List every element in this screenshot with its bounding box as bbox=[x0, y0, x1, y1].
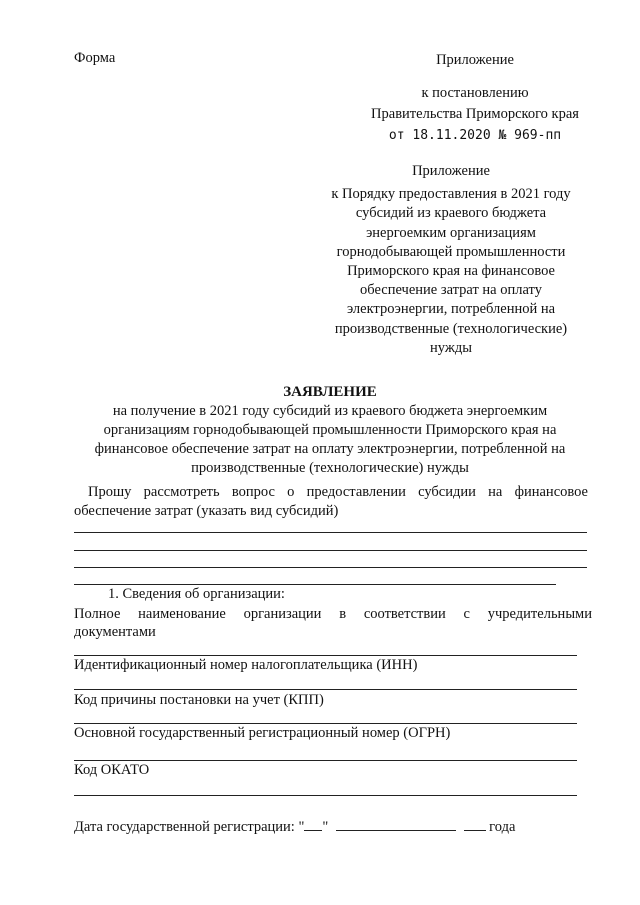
kpp-line[interactable] bbox=[74, 723, 577, 724]
year-label: года bbox=[489, 819, 516, 835]
appendix-title: Приложение bbox=[436, 52, 514, 68]
request-line-1[interactable] bbox=[74, 532, 587, 533]
statement-title: ЗАЯВЛЕНИЕ bbox=[283, 384, 377, 400]
request-line-3[interactable] bbox=[74, 567, 587, 568]
ogrn-label: Основной государственный регистрационный номер (ОГРН) bbox=[74, 725, 451, 741]
org-fullname-label: Полное наименование организации в соответствии с учредительными bbox=[74, 606, 592, 622]
request-line-2[interactable] bbox=[74, 550, 587, 551]
form-label: Форма bbox=[74, 50, 116, 66]
statement-subtitle: на получение в 2021 году субсидий из краевого бюджета энергоемким организациям горнодобывающей промышленности Приморского края на финансовое обеспечение затрат на оплату электроэнергии, потребленной на производственные (технологические) нужды bbox=[94, 403, 566, 476]
inn-line[interactable] bbox=[74, 689, 577, 690]
okato-line[interactable] bbox=[74, 795, 577, 796]
appendix-resolution-block bbox=[350, 50, 600, 146]
org-fullname-line[interactable] bbox=[74, 655, 577, 656]
registration-date-quote: " bbox=[322, 819, 329, 835]
government-text: Правительства Приморского края bbox=[371, 106, 579, 122]
org-section-heading: 1. Сведения об организации: bbox=[108, 586, 285, 602]
ogrn-line[interactable] bbox=[74, 760, 577, 761]
kpp-label: Код причины постановки на учет (КПП) bbox=[74, 692, 324, 708]
appendix2-text: к Порядку предоставления в 2021 году субсидий из краевого бюджета энергоемким организациям горнодобывающей промышленности Приморского края на финансовое обеспечение затрат на оплату электроэнергии, потребленной на производственные (технологические) нужды bbox=[331, 186, 571, 356]
request-text: Прошу рассмотреть вопрос о предоставлении субсидии на финансовое обеспечение затрат (указать вид субсидий) bbox=[74, 484, 588, 519]
inn-label: Идентификационный номер налогоплательщика (ИНН) bbox=[74, 657, 418, 673]
registration-date-row bbox=[74, 816, 515, 836]
resolution-date-number: от 18.11.2020 № 969-пп bbox=[388, 128, 562, 143]
org-fullname-label-cont: документами bbox=[74, 624, 156, 640]
appendix-procedure-block bbox=[320, 162, 582, 358]
registration-date-label: Дата государственной регистрации: " bbox=[74, 819, 305, 835]
registration-day-field[interactable] bbox=[304, 816, 322, 831]
request-line-4[interactable] bbox=[74, 584, 556, 585]
okato-label: Код ОКАТО bbox=[74, 762, 150, 778]
to-resolution-text: к постановлению bbox=[421, 85, 529, 101]
registration-year-field[interactable] bbox=[464, 816, 486, 831]
appendix2-title: Приложение bbox=[412, 163, 490, 179]
registration-month-field[interactable] bbox=[336, 816, 456, 831]
